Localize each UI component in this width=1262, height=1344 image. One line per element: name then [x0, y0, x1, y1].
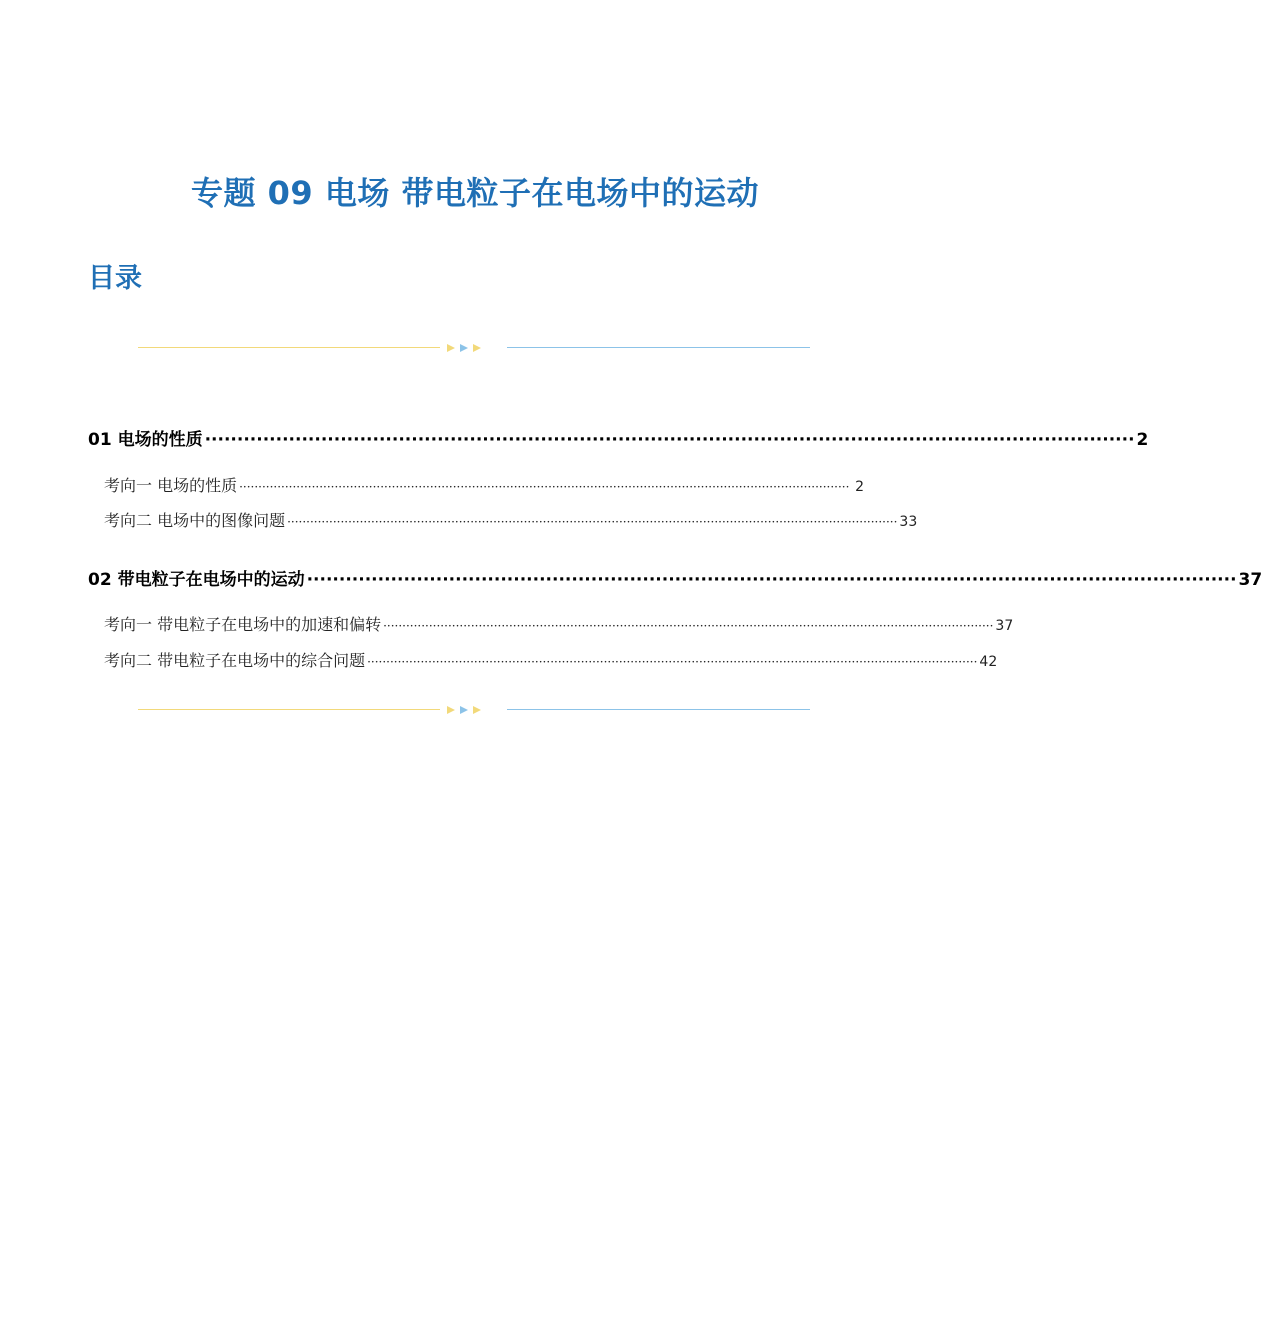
toc-page-number: 2	[855, 479, 864, 495]
toc-page-number: 37	[1238, 570, 1262, 590]
toc-item-label: 考向二 电场中的图像问题	[104, 511, 286, 530]
toc-leader-dots: ················································································································································	[204, 430, 1135, 450]
toc-section-1[interactable]	[88, 425, 1149, 450]
toc-item-label: 考向一 带电粒子在电场中的加速和偏转	[104, 615, 382, 634]
divider-line-left	[138, 347, 440, 348]
toc-item-2-1[interactable]	[104, 612, 1014, 635]
divider-arrows-icon	[447, 342, 487, 354]
document-title: 专题 09 电场 带电粒子在电场中的运动	[191, 174, 759, 212]
toc-section-label: 01 电场的性质	[88, 430, 203, 450]
divider-line-right	[507, 347, 810, 348]
toc-leader-dots: ································································································································································	[367, 655, 978, 669]
arrow-right-icon	[447, 344, 455, 352]
toc-item-1-2[interactable]	[104, 508, 918, 531]
toc-section-2[interactable]	[88, 565, 1262, 590]
toc-leader-dots: ································································································································································	[383, 619, 994, 633]
toc-leader-dots: ································································································································································	[239, 480, 850, 494]
top-divider	[138, 342, 810, 354]
divider-arrows-icon	[447, 704, 487, 716]
toc-leader-dots: ················································································································································	[306, 570, 1237, 590]
toc-heading: 目录	[88, 263, 142, 294]
divider-line-left	[138, 709, 440, 710]
toc-item-2-2[interactable]	[104, 648, 998, 671]
toc-section-label: 02 带电粒子在电场中的运动	[88, 570, 305, 590]
bottom-divider	[138, 704, 810, 716]
toc-page-number: 2	[1136, 430, 1149, 450]
arrow-right-icon	[473, 344, 481, 352]
arrow-right-icon	[473, 706, 481, 714]
arrow-right-icon	[460, 344, 468, 352]
toc-item-label: 考向二 带电粒子在电场中的综合问题	[104, 651, 366, 670]
toc-item-label: 考向一 电场的性质	[104, 476, 238, 495]
toc-item-1-1[interactable]	[104, 473, 864, 496]
toc-leader-dots: ································································································································································	[287, 515, 898, 529]
divider-line-right	[507, 709, 810, 710]
toc-page-number: 37	[995, 618, 1014, 634]
toc-page-number: 33	[899, 514, 918, 530]
toc-page-number: 42	[979, 654, 998, 670]
arrow-right-icon	[447, 706, 455, 714]
arrow-right-icon	[460, 706, 468, 714]
